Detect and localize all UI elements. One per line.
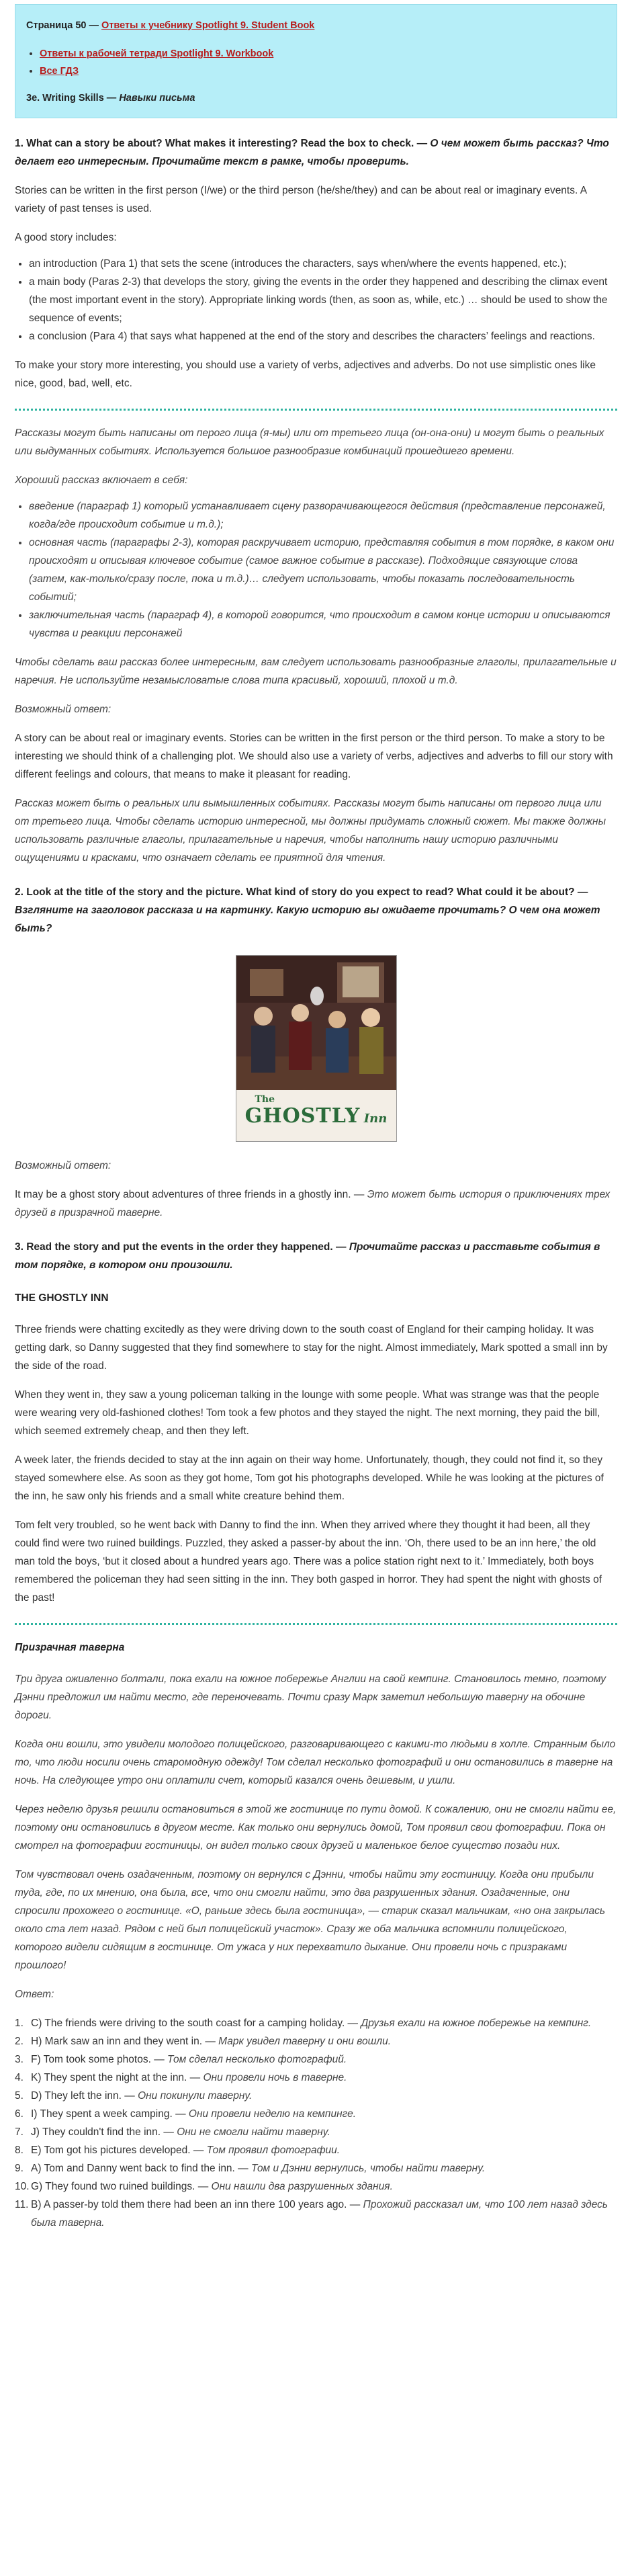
item-number: 6. — [15, 2108, 24, 2120]
story-paragraph-ru: Когда они вошли, это увидели молодого полицейского, разговаривающего с какими-то людьми в холле. Странным было то, что люди носили очень старомодную одежду! Том сделал несколько фотографий и они остановились в таверне на ночь. На следующее утро они оплатили счет, который казался очень дешевым, и ушли. — [15, 1739, 616, 1786]
item-text-en: J) They couldn't find the inn. — — [31, 2126, 177, 2138]
item-text-ru: Том проявил фотографии. — [206, 2145, 341, 2156]
illustration-title-the: The — [255, 1094, 275, 1105]
story-title-ru: Призрачная таверна — [15, 1642, 125, 1653]
answer-translation: Рассказ может быть о реальных или вымышленных событиях. Рассказы могут быть написаны от первого лица или от третьего лица. Чтобы сделать историю интересной, мы должны придумать сложный сюжет. Мы также должны использовать различные глаголы, прилагательные и наречия, чтобы наполнить нашу историю различными ощущениями и красками, что означает сделать ее приятной для чтения. — [15, 798, 606, 864]
story-paragraph: Tom felt very troubled, so he went back with Danny to find the inn. When they arrived where they thought it had been, all they could find were two ruined buildings. Puzzled, they asked a passer-by about the inn. ‘Oh, there used to be an inn here,’ the old man told the boys, ‘but it closed about a hundred years ago. There was a police station right next to it.’ Immediately, both boys remembered the policeman they had seen sitting in the inn. They both gasped in horror. They had spent the night with ghosts of the past! — [15, 1520, 602, 1604]
story-paragraph: Three friends were chatting excitedly as they were driving down to the south coast of England for their camping holiday. It was getting dark, so Danny suggested that they find somewhere to stay for the night. Almost immediately, Mark spotted a small inn by the side of the road. — [15, 1324, 608, 1372]
item-text-en: I) They spent a week camping. — — [31, 2108, 189, 2120]
item-text-ru: Друзья ехали на южное побережье на кемпинг. — [361, 2018, 592, 2029]
question-2-title-en: 2. Look at the title of the story and the picture. What kind of story do you expect to read? What could it be about? — — [15, 886, 588, 898]
answer-label: Ответ: — [15, 1989, 54, 2000]
item-number: 11. — [15, 2199, 29, 2210]
item-text-ru: Том сделал несколько фотографий. — [167, 2054, 347, 2065]
item-text-en: A) Tom and Danny went back to find the inn. — — [31, 2163, 251, 2174]
item-text-en: C) The friends were driving to the south coast for a camping holiday. — — [31, 2018, 361, 2029]
item-text-ru: Они не смогли найти таверну. — [177, 2126, 330, 2138]
story-parts-list — [15, 255, 617, 345]
item-number: 3. — [15, 2054, 24, 2065]
answer-paragraph: A story can be about real or imaginary events. Stories can be written in the first person or the third person. To make a story to be interesting we should think of a challenging plot. We should also use a variety of verbs, adjectives and adverbs to fill our story with different feelings and colours, that means to make it pleasant for reading. — [15, 733, 613, 780]
list-item — [15, 2032, 617, 2050]
item-text — [31, 2177, 617, 2196]
illustration-title-inn: Inn — [363, 1112, 388, 1126]
story-paragraph-ru: Том чувствовал очень озадаченным, поэтому он вернулся с Дэнни, чтобы найти эту гостиницу. Когда они прибыли туда, где, по их мнению, она была, все, что они смогли найти, это два разрушенных здания. Озадаченные, они спросили прохожего о гостинице. «О, раньше здесь была гостиница», — старик сказал мальчикам, «но она закрылась около ста лет назад. Рядом с ней был полицейский участок». Сразу же оба мальчика вспомнили полицейского, которого видели сидящим в гостинице. От ужаса у них перехватило дыхание. Они провели ночь с призраками прошлого! — [15, 1869, 606, 1971]
question-3-title — [15, 1238, 617, 1274]
question-3-title-ru: Прочитайте рассказ и расставьте события в том порядке, в котором они произошли. — [15, 1241, 600, 1271]
item-number: 8. — [15, 2145, 24, 2156]
story-paragraph: A week later, the friends decided to stay at the inn again on their way home. Unfortunately, though, they could not find it, so they stayed somewhere else. As soon as they got home, Tom got his photographs developed. While he was looking at the pictures of the inn, he saw only his friends and a small white creature behind them. — [15, 1454, 604, 1502]
item-text-en: B) A passer-by told them there had been an inn there 100 years ago. — — [31, 2199, 363, 2210]
item-text-en: F) Tom took some photos. — — [31, 2054, 168, 2065]
list-item — [40, 63, 606, 80]
item-number: 5. — [15, 2090, 24, 2102]
ghostly-inn-illustration — [236, 955, 397, 1142]
item-number: 7. — [15, 2126, 24, 2138]
list-item — [15, 2105, 617, 2123]
chapter-navigation-box — [15, 4, 617, 118]
item-text-en: D) They left the inn. — — [31, 2090, 138, 2102]
section-title — [26, 89, 606, 107]
item-text-ru: Том и Дэнни вернулись, чтобы найти таверну. — [251, 2163, 486, 2174]
item-text — [31, 2032, 617, 2050]
list-item — [15, 2177, 617, 2196]
list-item — [15, 2141, 617, 2159]
illustration-title-ghostly: GHOSTLY — [244, 1104, 361, 1128]
story-paragraph: When they went in, they saw a young policeman talking in the lounge with some people. What was strange was that the people were wearing very old-fashioned clothes! Tom took a few photos and they stayed the night. The next morning, they paid the bill, which seemed extremely cheap, and then they left. — [15, 1389, 600, 1437]
translation-paragraph: Рассказы могут быть написаны от перого лица (я-мы) или от третьего лица (он-она-они) и могут быть о реальных или выдуманных событиях. Используется большое разнообразие комбинаций прошедшего времени. — [15, 427, 604, 457]
item-text-ru: Они нашли два разрушенных здания. — [211, 2181, 393, 2192]
question-1-title-ru: О чем может быть рассказ? Что делает его интересным. Прочитайте текст в рамке, чтобы проверить. — [15, 138, 609, 167]
paragraph: A good story includes: — [15, 232, 117, 243]
list-item: • a main body (Paras 2-3) that develops the story, giving the events in the order they happened and describing the climax event (the most important event in the story). Appropriate linking words (then, as soon as, while, etc.) … should be used to show the sequence of events; — [29, 273, 617, 327]
dotted-divider — [15, 1623, 617, 1625]
item-number: 2. — [15, 2036, 24, 2047]
item-text-en: K) They spent the night at the inn. — — [31, 2072, 204, 2083]
section-title-en: 3e. Writing Skills — — [26, 93, 120, 103]
item-text-en: E) Tom got his pictures developed. — — [31, 2145, 207, 2156]
illustration-wrapper — [15, 955, 617, 1142]
answer-paragraph — [15, 1186, 617, 1222]
item-text — [31, 2087, 617, 2105]
answer-label: Возможный ответ: — [15, 704, 111, 715]
item-number: 9. — [15, 2163, 24, 2174]
item-text-ru: Они покинули таверну. — [138, 2090, 253, 2102]
list-item: • заключительная часть (параграф 4), в которой говорится, что происходит в самом конце истории и описываются чувства и реакции персонажей — [29, 606, 617, 642]
question-1-title — [15, 134, 617, 171]
list-item — [15, 2196, 617, 2232]
question-2-title-ru: Взгляните на заголовок рассказа и на картинку. Какую историю вы ожидаете прочитать? О чем она может быть? — [15, 905, 600, 934]
question-1-title-en: 1. What can a story be about? What makes it interesting? Read the box to check. — — [15, 138, 431, 149]
question-2-title — [15, 883, 617, 938]
item-text-en: H) Mark saw an inn and they went in. — — [31, 2036, 219, 2047]
paragraph: To make your story more interesting, you should use a variety of verbs, adjectives and adverbs. Do not use simplistic ones like nice, good, bad, well, etc. — [15, 360, 596, 389]
list-item: • основная часть (параграфы 2-3), которая раскручивает историю, представляя события в том порядке, в каком они происходят и описывая ключевое событие (самое важное событие в рассказе). Подходящие связующие слова (затем, как-только/сразу после, пока и т.д.)… следует использовать, чтобы показать последовательность событий; — [29, 534, 617, 606]
answer-ru: Это может быть история о приключениях трех друзей в призрачной таверне. — [15, 1189, 611, 1218]
page-heading — [26, 17, 606, 34]
item-text-ru: Они провели неделю на кемпинге. — [188, 2108, 357, 2120]
item-text — [31, 2123, 617, 2141]
item-text-ru: Прохожий рассказал им, что 100 лет назад здесь была таверна. — [31, 2199, 608, 2229]
paragraph: Stories can be written in the first person (I/we) or the third person (he/she/they) and can be about real or imaginary events. A variety of past tenses is used. — [15, 185, 587, 214]
item-number: 1. — [15, 2018, 24, 2029]
item-text-ru: Они провели ночь в таверне. — [203, 2072, 347, 2083]
list-item — [15, 2014, 617, 2032]
item-text — [31, 2159, 617, 2177]
translation-paragraph: Хороший рассказ включает в себя: — [15, 474, 188, 486]
events-order-list — [15, 2014, 617, 2232]
item-text-en: G) They found two ruined buildings. — — [31, 2181, 212, 2192]
list-item — [15, 2159, 617, 2177]
question-3-title-en: 3. Read the story and put the events in the order they happened. — — [15, 1241, 349, 1253]
illustration-title — [236, 1090, 396, 1142]
story-parts-list-ru — [15, 497, 617, 642]
item-text — [31, 2014, 617, 2032]
all-gdz-link[interactable]: Все ГДЗ — [40, 66, 79, 77]
list-item — [15, 2087, 617, 2105]
item-text — [31, 2069, 617, 2087]
story-paragraph-ru: Три друга оживленно болтали, пока ехали на южное побережье Англии на свой кемпинг. Становилось темно, поэтому Дэнни предложил им найти место, где переночевать. Почти сразу Марк заметил небольшую таверну на обочине дороги. — [15, 1673, 606, 1721]
item-text — [31, 2141, 617, 2159]
list-item — [15, 2050, 617, 2069]
item-text — [31, 2105, 617, 2123]
item-number: 10. — [15, 2181, 30, 2192]
dotted-divider — [15, 409, 617, 411]
workbook-link[interactable]: Ответы к рабочей тетради Spotlight 9. Workbook — [40, 48, 274, 59]
answer-label: Возможный ответ: — [15, 1160, 111, 1171]
list-item: • an introduction (Para 1) that sets the scene (introduces the characters, says when/where the events happened, etc.); — [29, 255, 617, 273]
page-prefix: Страница 50 — — [26, 20, 102, 31]
student-book-link[interactable]: Ответы к учебнику Spotlight 9. Student Book — [101, 20, 315, 31]
story-title: THE GHOSTLY INN — [15, 1292, 109, 1304]
section-title-ru: Навыки письма — [119, 93, 195, 103]
story-paragraph-ru: Через неделю друзья решили остановиться в этой же гостинице по пути домой. К сожалению, они не смогли найти ее, поэтому они остановились в другом месте. Как только они вернулись домой, Том проявил свои фотографии. Пока он смотрел на фотографии гостиницы, он видел только своих друзей и маленькое белое существо позади них. — [15, 1804, 617, 1852]
list-item: • введение (параграф 1) который устанавливает сцену разворачивающегося действия (представление персонажей, когда/где происходит событие и т.д.); — [29, 497, 617, 534]
list-item — [15, 2069, 617, 2087]
list-item: • a conclusion (Para 4) that says what happened at the end of the story and describes the characters’ feelings and reactions. — [29, 327, 617, 345]
list-item — [40, 45, 606, 63]
item-number: 4. — [15, 2072, 24, 2083]
related-links-list — [26, 45, 606, 80]
item-text — [31, 2050, 617, 2069]
list-item — [15, 2123, 617, 2141]
item-text — [31, 2196, 617, 2232]
translation-paragraph: Чтобы сделать ваш рассказ более интересным, вам следует использовать разнообразные глаголы, прилагательные и наречия. Не используйте незамысловатые слова типа красивый, хороший, плохой и т.д. — [15, 657, 617, 686]
item-text-ru: Марк увидел таверну и они вошли. — [218, 2036, 392, 2047]
answer-en: It may be a ghost story about adventures of three friends in a ghostly inn. — — [15, 1189, 367, 1200]
